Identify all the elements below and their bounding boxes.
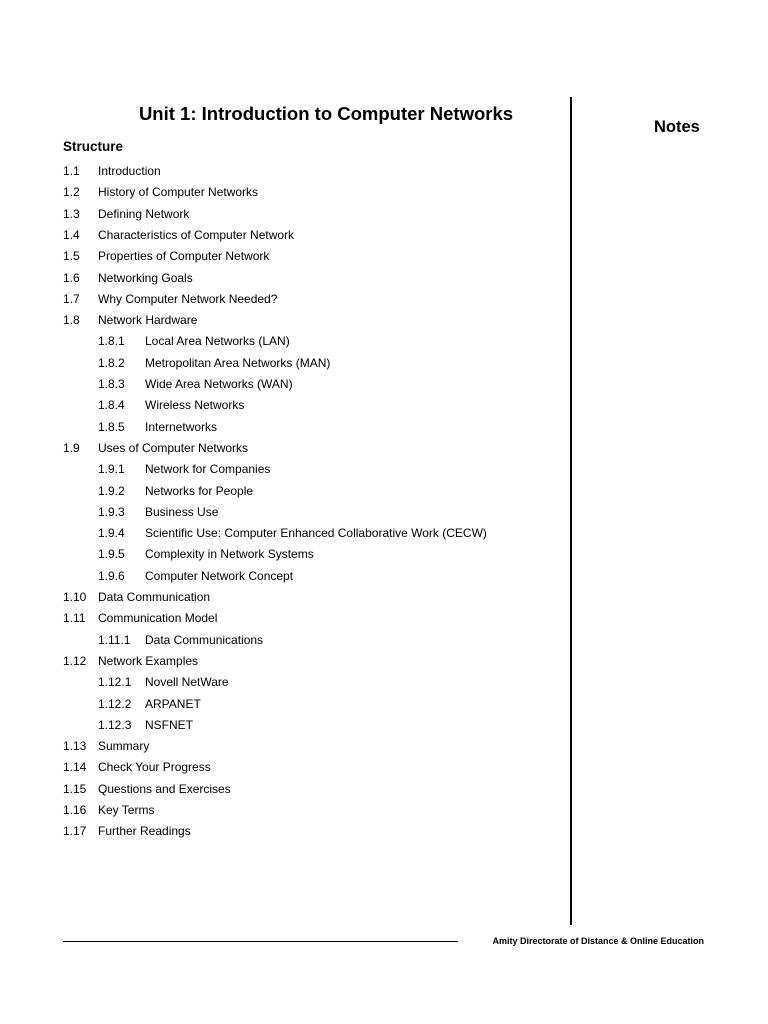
toc-item-number: 1.4 — [63, 227, 80, 242]
toc-item-number: 1.3 — [63, 206, 80, 221]
toc-item-title: Properties of Computer Network — [98, 249, 270, 264]
toc-item-number: 1.2 — [63, 185, 80, 200]
toc-item-title: Characteristics of Computer Network — [98, 227, 295, 242]
toc-item-title: Introduction — [98, 164, 161, 178]
toc-item-title: NSFNET — [145, 717, 193, 732]
toc-item-title: Check Your Progress — [98, 760, 211, 775]
toc-item-number: 1.8.4 — [98, 398, 125, 413]
toc-item-title: Summary — [98, 739, 150, 754]
toc-item-title: Communication Model — [98, 611, 218, 626]
toc-item-title: Network Examples — [98, 653, 199, 668]
toc-item-title: History of Computer Networks — [98, 185, 259, 200]
toc-item-number: 1.9 — [63, 440, 80, 455]
toc-item-title: Business Use — [145, 504, 219, 519]
notes-margin-label: Notes — [654, 118, 700, 136]
toc-item-title: Internetworks — [145, 419, 218, 434]
toc-item-title: Network Hardware — [98, 313, 198, 328]
toc-item-number: 1.9.3 — [98, 504, 125, 519]
toc-item-number: 1.14 — [63, 760, 87, 775]
toc-item-number: 1.10 — [63, 590, 87, 604]
page-title: Unit 1: Introduction to Computer Networks — [138, 103, 514, 124]
toc-item-number: 1.17 — [63, 824, 87, 839]
toc-item-number: 1.8 — [63, 313, 80, 328]
toc-item-number: 1.12 — [63, 653, 87, 668]
toc-item-number: 1.11 — [63, 611, 86, 626]
toc-item-title: Questions and Exercises — [98, 781, 231, 796]
toc-item-number: 1.9.1 — [98, 462, 125, 477]
toc-item-title: Why Computer Network Needed? — [98, 291, 278, 306]
toc-item-title: Networks for People — [145, 483, 254, 498]
toc-item-number: 1.15 — [63, 781, 87, 796]
toc-item-title: ARPANET — [145, 696, 201, 711]
structure-heading: Structure — [63, 139, 124, 154]
toc-item-number: 1.6 — [63, 270, 80, 285]
toc-item-title: Wide Area Networks (WAN) — [145, 377, 293, 391]
toc-item-number: 1.11.1 — [98, 632, 131, 647]
toc-item-number: 1.9.5 — [98, 547, 125, 562]
toc-item-number: 1.8.3 — [98, 377, 125, 391]
footer-rule — [63, 941, 458, 942]
toc-item-title: Complexity in Network Systems — [145, 547, 314, 562]
toc-item-title: Data Communication — [98, 590, 211, 604]
toc-item-title: Defining Network — [98, 206, 190, 221]
toc-item-number: 1.12.3 — [98, 717, 132, 732]
footer-publisher: Amity Directorate of Distance & Online Education — [492, 936, 704, 946]
toc-item-title: Networking Goals — [98, 270, 193, 285]
toc-item-number: 1.7 — [63, 291, 80, 306]
toc-item-number: 1.5 — [63, 249, 80, 264]
toc-item-number: 1.9.6 — [98, 568, 125, 583]
toc-item-number: 1.9.2 — [98, 483, 125, 498]
toc-item-title: Uses of Computer Networks — [98, 440, 249, 455]
toc-item-number: 1.16 — [63, 803, 87, 817]
toc-item-title: Network for Companies — [145, 462, 271, 477]
toc-item-title: Scientific Use: Computer Enhanced Collaborative Work (CECW) — [145, 526, 487, 541]
toc-item-title: Data Communications — [145, 632, 264, 647]
toc-item-title: Further Readings — [98, 824, 191, 839]
toc-item-title: Metropolitan Area Networks (MAN) — [145, 355, 331, 370]
toc-item-number: 1.8.5 — [98, 419, 125, 434]
margin-divider — [570, 97, 572, 925]
toc-item-number: 1.8.1 — [98, 334, 125, 349]
toc-item-number: 1.12.1 — [98, 675, 132, 690]
toc-item-number: 1.9.4 — [98, 526, 125, 541]
toc-item-number: 1.1 — [63, 164, 80, 178]
toc-item-title: Key Terms — [98, 803, 155, 817]
toc-item-number: 1.12.2 — [98, 696, 132, 711]
toc-item-number: 1.8.2 — [98, 355, 125, 370]
toc-item-title: Computer Network Concept — [145, 568, 294, 583]
toc-item-title: Wireless Networks — [145, 398, 245, 413]
toc-item-number: 1.13 — [63, 739, 87, 754]
toc-item-title: Novell NetWare — [145, 675, 229, 690]
toc-item-title: Local Area Networks (LAN) — [145, 334, 290, 349]
